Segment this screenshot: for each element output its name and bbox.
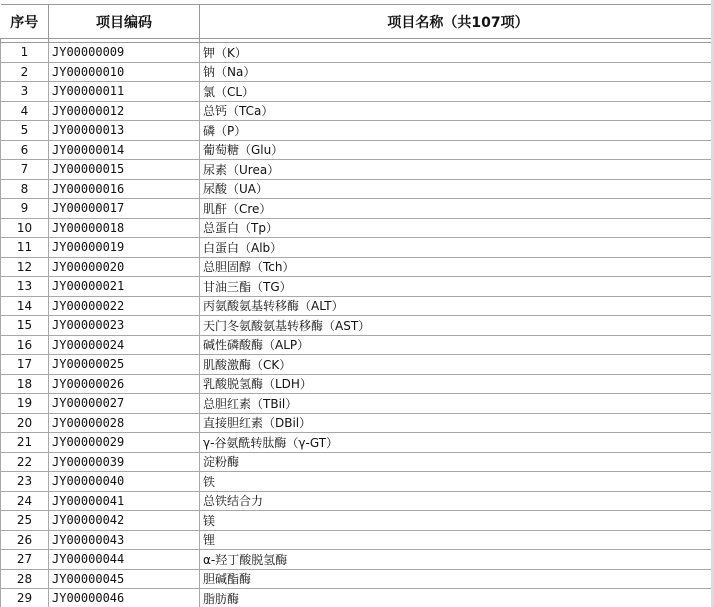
table-row[interactable] xyxy=(1,530,714,550)
table-row[interactable] xyxy=(1,277,714,297)
table-row[interactable] xyxy=(1,433,714,453)
item-name-cell[interactable]: 淀粉酶 xyxy=(200,452,714,472)
item-name-cell[interactable]: 镁 xyxy=(200,511,714,531)
item-code-cell[interactable]: JY00000024 xyxy=(49,335,200,355)
row-index-cell[interactable]: 20 xyxy=(1,413,49,433)
row-index-cell[interactable]: 10 xyxy=(1,218,49,238)
table-row[interactable] xyxy=(1,316,714,336)
row-index-cell[interactable]: 22 xyxy=(1,452,49,472)
item-code-cell[interactable]: JY00000025 xyxy=(49,355,200,375)
item-code-cell[interactable]: JY00000029 xyxy=(49,433,200,453)
item-code-cell[interactable]: JY00000015 xyxy=(49,160,200,180)
table-row[interactable] xyxy=(1,257,714,277)
row-index-cell[interactable]: 11 xyxy=(1,238,49,258)
table-row[interactable] xyxy=(1,82,714,102)
item-code-cell[interactable]: JY00000039 xyxy=(49,452,200,472)
row-index-cell[interactable]: 6 xyxy=(1,140,49,160)
item-name-cell[interactable]: 葡萄糖（Glu） xyxy=(200,140,714,160)
item-name-cell[interactable]: 总蛋白（Tp） xyxy=(200,218,714,238)
row-index-cell[interactable]: 3 xyxy=(1,82,49,102)
item-name-cell[interactable]: 总钙（TCa） xyxy=(200,101,714,121)
item-code-cell[interactable]: JY00000042 xyxy=(49,511,200,531)
item-name-cell[interactable]: 白蛋白（Alb） xyxy=(200,238,714,258)
item-code-cell[interactable]: JY00000021 xyxy=(49,277,200,297)
table-row[interactable] xyxy=(1,413,714,433)
table-row[interactable] xyxy=(1,511,714,531)
item-name-cell[interactable]: 脂肪酶 xyxy=(200,589,714,607)
row-index-cell[interactable]: 15 xyxy=(1,316,49,336)
item-code-cell[interactable]: JY00000011 xyxy=(49,82,200,102)
item-name-cell[interactable]: 总铁结合力 xyxy=(200,491,714,511)
test-items-table xyxy=(0,4,714,607)
row-index-cell[interactable]: 19 xyxy=(1,394,49,414)
item-code-cell[interactable]: JY00000014 xyxy=(49,140,200,160)
item-name-cell[interactable]: 尿素（Urea） xyxy=(200,160,714,180)
row-index-cell[interactable]: 8 xyxy=(1,179,49,199)
table-row[interactable] xyxy=(1,394,714,414)
item-code-cell[interactable]: JY00000046 xyxy=(49,589,200,607)
item-code-cell[interactable]: JY00000043 xyxy=(49,530,200,550)
row-index-cell[interactable]: 29 xyxy=(1,589,49,607)
item-name-cell[interactable]: γ-谷氨酰转肽酶（γ-GT） xyxy=(200,433,714,453)
table-row[interactable] xyxy=(1,569,714,589)
table-row[interactable] xyxy=(1,374,714,394)
item-code-cell[interactable]: JY00000018 xyxy=(49,218,200,238)
item-name-cell[interactable]: 尿酸（UA） xyxy=(200,179,714,199)
row-index-cell[interactable]: 26 xyxy=(1,530,49,550)
row-index-cell[interactable]: 21 xyxy=(1,433,49,453)
item-code-cell[interactable]: JY00000027 xyxy=(49,394,200,414)
item-name-cell[interactable]: α-羟丁酸脱氢酶 xyxy=(200,550,714,570)
table-row[interactable] xyxy=(1,101,714,121)
item-name-cell[interactable]: 直接胆红素（DBil） xyxy=(200,413,714,433)
item-name-cell[interactable]: 总胆固醇（Tch） xyxy=(200,257,714,277)
item-code-cell[interactable]: JY00000017 xyxy=(49,199,200,219)
row-index-cell[interactable]: 17 xyxy=(1,355,49,375)
row-index-cell[interactable]: 4 xyxy=(1,101,49,121)
row-index-cell[interactable]: 16 xyxy=(1,335,49,355)
row-index-cell[interactable]: 18 xyxy=(1,374,49,394)
row-index-cell[interactable]: 27 xyxy=(1,550,49,570)
table-row[interactable] xyxy=(1,121,714,141)
table-row[interactable] xyxy=(1,491,714,511)
item-name-cell[interactable]: 天门冬氨酸氨基转移酶（AST） xyxy=(200,316,714,336)
row-index-cell[interactable]: 24 xyxy=(1,491,49,511)
table-body xyxy=(1,43,714,607)
item-code-cell[interactable]: JY00000026 xyxy=(49,374,200,394)
header-index[interactable]: 序号 xyxy=(1,5,49,39)
row-index-cell[interactable]: 1 xyxy=(1,43,49,63)
header-row xyxy=(1,5,714,39)
row-index-cell[interactable]: 2 xyxy=(1,62,49,82)
table-row[interactable] xyxy=(1,140,714,160)
table-row[interactable] xyxy=(1,355,714,375)
item-code-cell[interactable]: JY00000045 xyxy=(49,569,200,589)
table-row[interactable] xyxy=(1,472,714,492)
item-name-cell[interactable]: 锂 xyxy=(200,530,714,550)
row-index-cell[interactable]: 23 xyxy=(1,472,49,492)
table-row[interactable] xyxy=(1,296,714,316)
item-name-cell[interactable]: 钠（Na） xyxy=(200,62,714,82)
item-name-cell[interactable]: 肌酐（Cre） xyxy=(200,199,714,219)
item-name-cell[interactable]: 肌酸激酶（CK） xyxy=(200,355,714,375)
item-code-cell[interactable]: JY00000040 xyxy=(49,472,200,492)
row-index-cell[interactable]: 13 xyxy=(1,277,49,297)
item-name-cell[interactable]: 胆碱酯酶 xyxy=(200,569,714,589)
row-index-cell[interactable]: 5 xyxy=(1,121,49,141)
item-code-cell[interactable]: JY00000016 xyxy=(49,179,200,199)
item-code-cell[interactable]: JY00000020 xyxy=(49,257,200,277)
item-name-cell[interactable]: 氯（CL） xyxy=(200,82,714,102)
item-name-cell[interactable]: 碱性磷酸酶（ALP） xyxy=(200,335,714,355)
item-code-cell[interactable]: JY00000009 xyxy=(49,43,200,63)
table-row[interactable] xyxy=(1,589,714,607)
item-name-cell[interactable]: 丙氨酸氨基转移酶（ALT） xyxy=(200,296,714,316)
item-code-cell[interactable]: JY00000041 xyxy=(49,491,200,511)
row-index-cell[interactable]: 25 xyxy=(1,511,49,531)
item-name-cell[interactable]: 甘油三酯（TG） xyxy=(200,277,714,297)
table-row[interactable] xyxy=(1,43,714,63)
item-name-cell[interactable]: 乳酸脱氢酶（LDH） xyxy=(200,374,714,394)
row-index-cell[interactable]: 12 xyxy=(1,257,49,277)
table-row[interactable] xyxy=(1,62,714,82)
item-name-cell[interactable]: 磷（P） xyxy=(200,121,714,141)
header-name[interactable]: 项目名称（共107项） xyxy=(200,5,714,39)
table-row[interactable] xyxy=(1,335,714,355)
item-name-cell[interactable]: 总胆红素（TBil） xyxy=(200,394,714,414)
item-name-cell[interactable]: 钾（K） xyxy=(200,43,714,63)
row-index-cell[interactable]: 7 xyxy=(1,160,49,180)
item-code-cell[interactable]: JY00000044 xyxy=(49,550,200,570)
item-code-cell[interactable]: JY00000023 xyxy=(49,316,200,336)
row-index-cell[interactable]: 14 xyxy=(1,296,49,316)
item-code-cell[interactable]: JY00000012 xyxy=(49,101,200,121)
table-row[interactable] xyxy=(1,550,714,570)
row-index-cell[interactable]: 28 xyxy=(1,569,49,589)
item-name-cell[interactable]: 铁 xyxy=(200,472,714,492)
table-row[interactable] xyxy=(1,452,714,472)
table-row[interactable] xyxy=(1,218,714,238)
table-row[interactable] xyxy=(1,160,714,180)
table-row[interactable] xyxy=(1,199,714,219)
item-code-cell[interactable]: JY00000022 xyxy=(49,296,200,316)
item-code-cell[interactable]: JY00000019 xyxy=(49,238,200,258)
item-code-cell[interactable]: JY00000013 xyxy=(49,121,200,141)
item-code-cell[interactable]: JY00000028 xyxy=(49,413,200,433)
table-row[interactable] xyxy=(1,238,714,258)
header-code[interactable]: 项目编码 xyxy=(49,5,200,39)
row-index-cell[interactable]: 9 xyxy=(1,199,49,219)
table-row[interactable] xyxy=(1,179,714,199)
item-code-cell[interactable]: JY00000010 xyxy=(49,62,200,82)
